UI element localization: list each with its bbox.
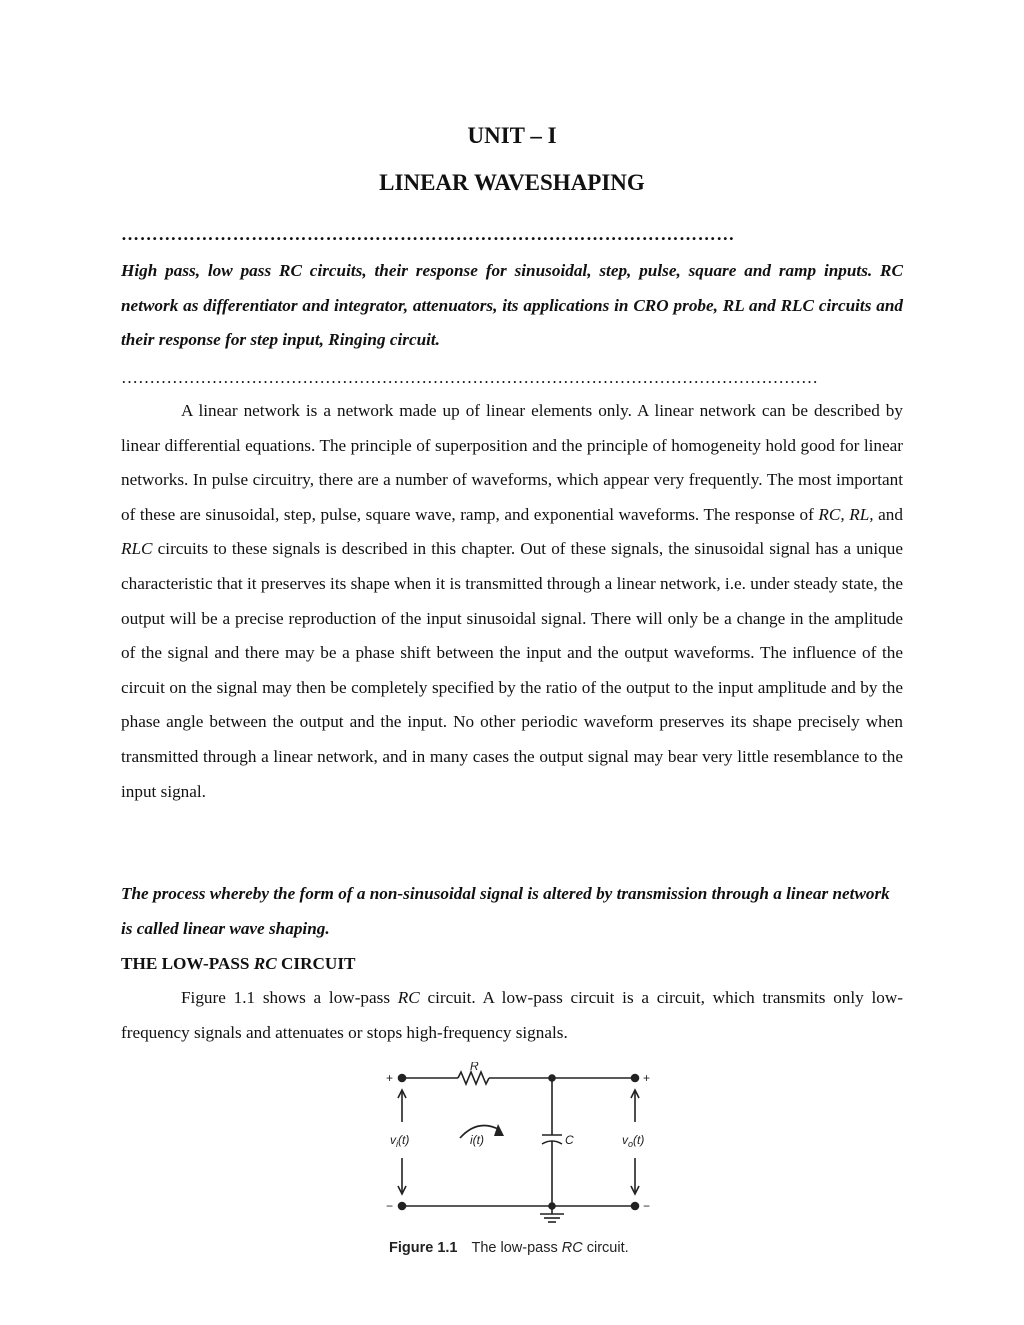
resistor-label: R (470, 1062, 479, 1073)
output-terminal-top (632, 1075, 639, 1082)
intro-rc: RC, (818, 504, 845, 524)
caption-rc: RC (561, 1240, 583, 1256)
vo-label-v: v (622, 1133, 628, 1147)
intro-text-2: circuits to these signals is described in this chapter. Out of these signals, the sinusoidal signal has a unique characteristic that it preserves its shape when it is transmitted through a linear network, i.e. under steady state, the output will be a precise reproduction of the input sinusoidal signal. There will only be a change in the amplitude of the signal and there may be a phase shift between the input and the output waveforms. The influence of the circuit on the signal may then be completely specified by the ratio of the output to the input amplitude and by the phase angle between the output and the input. No other periodic waveform preserves its shape precisely when transmitted through a linear network, and in many cases the output signal may bear very little resemblance to the input signal. (121, 539, 903, 801)
capacitor-label: C (565, 1133, 574, 1147)
input-terminal-bottom (399, 1203, 406, 1210)
unit-title: UNIT – I (467, 123, 557, 148)
resistor-symbol (458, 1072, 489, 1084)
caption-end: circuit. (586, 1240, 629, 1256)
current-arrowhead (494, 1124, 504, 1136)
section-paragraph (121, 981, 903, 1050)
section-heading (121, 947, 903, 982)
intro-text-1: A linear network is a network made up of linear elements only. A linear network can be described by linear differential equations. The principle of superposition and the principle of homogeneity hold good for linear networks. In pulse circuitry, there are a number of waveforms, which appear very frequently. The most important of these are sinusoidal, step, pulse, square wave, ramp, and exponential waveforms. The response of (121, 401, 903, 524)
intro-paragraph (121, 394, 903, 809)
para-text-post: circuit. A low-pass circuit is a circuit, which transmits only low-frequency signals and attenuates or stops high-frequency signals. (121, 988, 903, 1042)
output-minus-label: − (643, 1199, 651, 1213)
vo-label-t: (t) (633, 1133, 645, 1147)
vo-label (622, 1133, 644, 1149)
output-terminal-bottom (632, 1203, 639, 1210)
vo-label-sub: o (628, 1139, 634, 1149)
input-plus-label: + (386, 1071, 394, 1085)
current-label (470, 1133, 484, 1147)
heading-post: CIRCUIT (276, 954, 356, 973)
current-label-text: i(t) (470, 1133, 484, 1147)
heading-pre: THE LOW-PASS (121, 954, 254, 973)
vi-label-sub: i (396, 1139, 398, 1149)
caption-text: The low-pass (471, 1240, 558, 1256)
vi-label-v: v (390, 1133, 396, 1147)
intro-and: and (873, 504, 903, 524)
chapter-title: LINEAR WAVESHAPING (379, 170, 645, 195)
figure-number: Figure 1.1 (389, 1240, 458, 1256)
vi-label-t: (t) (398, 1133, 410, 1147)
intro-rl: RL, (849, 504, 874, 524)
syllabus-text: High pass, low pass RC circuits, their response for sinusoidal, step, pulse, square and ramp inputs. RC network as differentiator and integrator, attenuators, its applications in CRO probe, RL and RLC circuits and their response for step input, Ringing circuit. (121, 261, 903, 350)
input-minus-label: − (386, 1199, 394, 1213)
vi-label (390, 1133, 409, 1149)
low-pass-rc-circuit-diagram (360, 1062, 680, 1292)
intro-rlc: RLC (121, 539, 153, 559)
separator-top: ……………………………………………………………………………………… (121, 224, 735, 244)
definition-text: The process whereby the form of a non-sinusoidal signal is altered by transmission through a linear network is called linear wave shaping. (121, 884, 890, 938)
input-terminal-top (399, 1075, 406, 1082)
para-text-pre: Figure 1.1 shows a low-pass (181, 988, 398, 1007)
output-plus-label: + (643, 1071, 651, 1085)
para-rc: RC (397, 988, 420, 1007)
separator-bottom: …………………………………………………………………………………………………………… (121, 368, 818, 387)
heading-rc: RC (253, 954, 277, 973)
figure-caption (389, 1240, 629, 1256)
